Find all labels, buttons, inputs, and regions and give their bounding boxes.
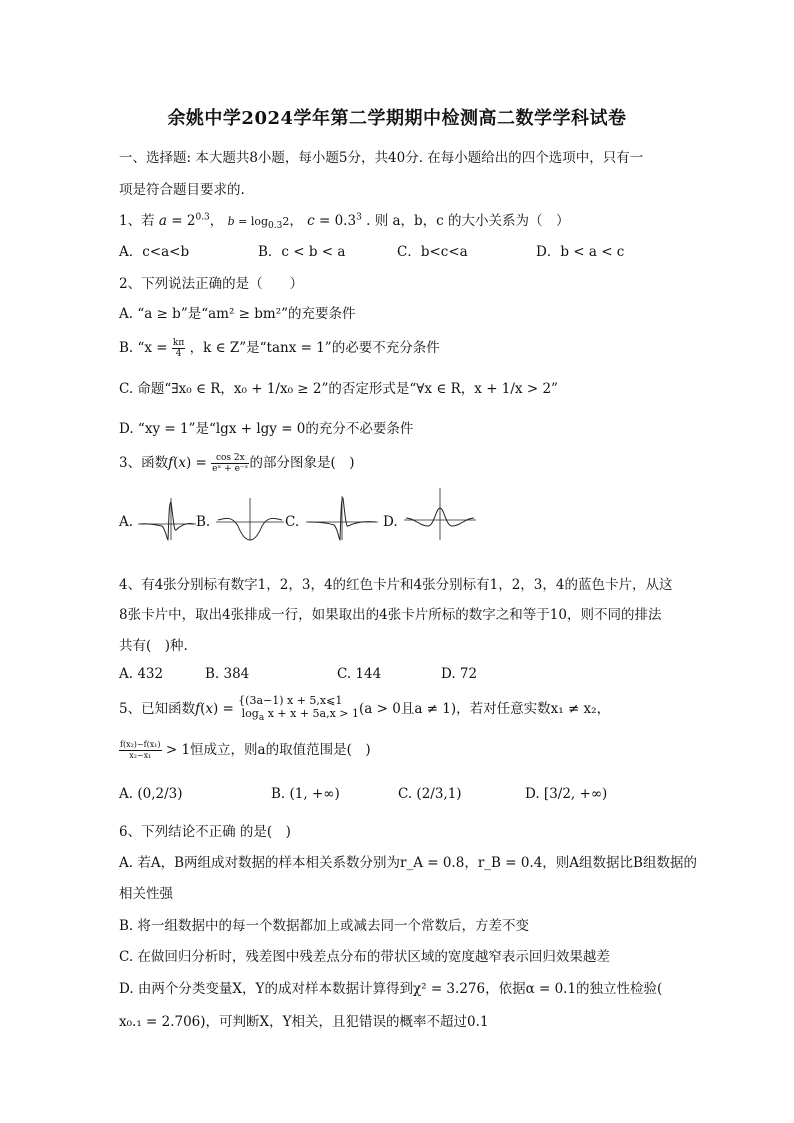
question-6-option-b: B. 将一组数据中的每一个数据都加上或减去同一个常数后，方差不变 [119, 918, 530, 934]
question-3-label-c: C. [285, 514, 300, 530]
question-4-option-b: B. 384 [205, 666, 250, 682]
section-instructions-line2: 项是符合题目要求的. [119, 182, 245, 198]
question-2-option-c: C. 命题“∃x₀ ∈ R，x₀ + 1/x₀ ≥ 2”的否定形式是“∀x ∈ R，x + 1/x > 2” [119, 381, 558, 397]
question-6-option-a-line1: A. 若A，B两组成对数据的样本相关系数分别为r_A = 0.8，r_B = 0.4，则A组数据比B组数据的 [119, 855, 697, 871]
question-3-graph-b [216, 496, 284, 542]
question-5-stem: 5、已知函数f(x) = {(3a−1) x + 5,x⩽1 $\log_a x + x + 5a,x > 1(a > 0$且a ≠ 1)，若对任意实数x₁ ≠ x₂， [119, 694, 611, 724]
question-5-condition: $\frac{\text{f(x₂)−f(x₁)}}{\text{x₂−x₁}}$ > 1恒成立，则a的取值范围是( ) [120, 740, 371, 760]
question-2-option-a: A. “a ≥ b”是“am² ≥ bm²”的充要条件 [119, 306, 356, 322]
question-2-option-b: B. “x = $\frac{k\pi}{4}$ ，k ∈ Z”是“tanx = 1”的必要不充分条件 [119, 338, 440, 359]
question-1-option-b: B．c < b < a [258, 244, 346, 260]
question-5-option-d: D. [3/2, +∞) [525, 786, 608, 802]
exam-title: 余姚中学2024学年第二学期期中检测高二数学学科试卷 [167, 108, 627, 129]
question-6-option-a-line2: 相关性强 [119, 886, 173, 902]
question-3-graph-a [138, 496, 196, 542]
question-3-label-a: A. [119, 514, 134, 530]
question-1-option-c: C．b<c<a [397, 244, 468, 260]
question-4-line1: 4、有4张分别标有数字1，2，3，4的红色卡片和4张分别标有1，2，3，4的蓝色卡片，从这 [119, 577, 673, 593]
question-3-label-b: B. [196, 514, 211, 530]
question-1-option-a: A．c<a<b [119, 244, 190, 260]
question-6-option-d-line2: x₀.₁ = 2.706)，可判断X，Y相关，且犯错误的概率不超过0.1 [119, 1014, 489, 1030]
question-6-stem: 6、下列结论不正确 的是( ) [119, 824, 291, 840]
question-5-option-b: B. (1, +∞) [271, 786, 340, 802]
question-2-option-d: D. “xy = 1”是“lgx + lgy = 0的充分不必要条件 [119, 421, 414, 437]
question-1-stem: 1、若 $a = 2^{0.3}$， $b = \log_{0.3}2$， $c = 0.3^3$ . 则 a，b，c 的大小关系为（ ） [119, 212, 570, 232]
question-4-option-c: C. 144 [337, 666, 382, 682]
question-3-stem: 3、函数f(x) = $\frac{\cos 2x}{\text{eˣ + e⁻ˣ}}$ 的部分图象是( ) [119, 453, 355, 474]
question-3-label-d: D. [383, 514, 398, 530]
question-1-option-d: D．b < a < c [536, 244, 625, 260]
section-instructions-line1: 一、选择题: 本大题共8小题，每小题5分，共40分. 在每小题给出的四个选项中，只有一 [119, 150, 644, 166]
question-6-option-d-line1: D. 由两个分类变量X，Y的成对样本数据计算得到χ² = 3.276，依据α = 0.1的独立性检验( [119, 981, 663, 997]
question-6-option-c: C. 在做回归分析时，残差图中残差点分布的带状区域的宽度越窄表示回归效果越差 [119, 949, 610, 965]
question-4-line2: 8张卡片中，取出4张排成一行，如果取出的4张卡片所标的数字之和等于10，则不同的排法 [119, 607, 662, 623]
question-4-option-a: A. 432 [119, 666, 164, 682]
question-3-graph-d [404, 486, 476, 542]
question-4-line3: 共有( )种. [119, 638, 188, 654]
question-5-option-a: A. (0,2/3) [119, 786, 183, 802]
question-3-graph-c [306, 494, 378, 542]
question-4-option-d: D. 72 [441, 666, 478, 682]
question-5-option-c: C. (2/3,1) [398, 786, 462, 802]
question-2-stem: 2、下列说法正确的是（ ） [119, 276, 304, 292]
